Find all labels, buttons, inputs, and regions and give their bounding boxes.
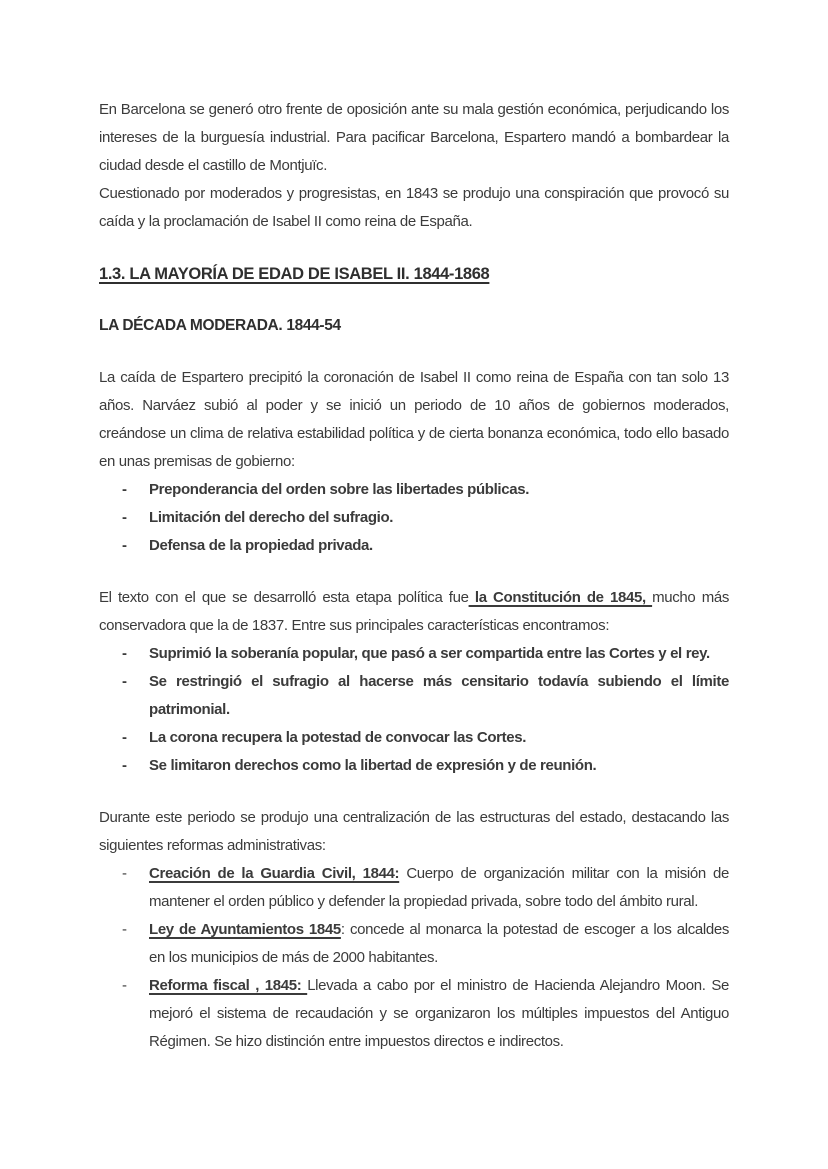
bullet-marker: - (122, 645, 127, 662)
paragraph-barcelona: En Barcelona se generó otro frente de oposición ante su mala gestión económica, perjudicando los intereses de la burguesía industrial. Para pacificar Barcelona, Espartero mandó a bombardear la ciudad desde el castillo de Montjuïc. (99, 101, 729, 174)
feature-text: Se restringió el sufragio al hacerse más censitario todavía subiendo el límite patrimonial. (149, 673, 729, 718)
list-item-feature (99, 668, 729, 724)
list-item-reform-ayuntamientos (99, 916, 729, 972)
list-premises (99, 476, 729, 560)
premise-text: Defensa de la propiedad privada. (149, 537, 373, 554)
list-item-feature (99, 724, 729, 752)
bullet-marker: - (122, 977, 127, 994)
bullet-marker: - (122, 673, 127, 690)
reform-lead: Ley de Ayuntamientos 1845 (149, 921, 341, 938)
bullet-marker: - (122, 509, 127, 526)
list-item-premise (99, 476, 729, 504)
list-item-premise (99, 532, 729, 560)
paragraph-decada-intro: La caída de Espartero precipitó la coronación de Isabel II como reina de España con tan solo 13 años. Narváez subió al poder y se inició un periodo de 10 años de gobiernos moderados, creándose un clima de relativa estabilidad política y de cierta bonanza económica, todo ello basado en unas premisas de gobierno: (99, 369, 729, 470)
list-item-premise (99, 504, 729, 532)
reform-text: : concede al monarca la potestad de escoger a los alcaldes en los municipios de más de 2000 habitantes. (149, 921, 729, 966)
reform-lead: Creación de la Guardia Civil, 1844: (149, 865, 400, 882)
paragraph-constitution (99, 584, 729, 640)
list-constitution-features (99, 640, 729, 780)
bullet-marker: - (122, 865, 127, 882)
bullet-marker: - (122, 537, 127, 554)
feature-text: Se limitaron derechos como la libertad de expresión y de reunión. (149, 757, 597, 774)
list-item-feature (99, 640, 729, 668)
reform-text: Cuerpo de organización militar con la misión de mantener el orden público y defender la propiedad privada, sobre todo del ámbito rural. (149, 865, 729, 910)
list-reforms (99, 860, 729, 1056)
constitution-text-before: El texto con el que se desarrolló esta etapa política fue (99, 589, 469, 606)
bullet-marker: - (122, 757, 127, 774)
premise-text: Limitación del derecho del sufragio. (149, 509, 394, 526)
reform-lead: Reforma fiscal , 1845: (149, 977, 308, 994)
constitution-emphasis: la Constitución de 1845, (468, 589, 653, 606)
paragraph-conspiracy: Cuestionado por moderados y progresistas, en 1843 se produjo una conspiración que provocó su caída y la proclamación de Isabel II como reina de España. (99, 185, 729, 230)
bullet-marker: - (122, 729, 127, 746)
bullet-marker: - (122, 481, 127, 498)
section-heading (99, 260, 729, 288)
constitution-text-after: mucho más conservadora que la de 1837. Entre sus principales características encontramos: (99, 589, 729, 634)
subsection-heading: LA DÉCADA MODERADA. 1844-54 (99, 317, 341, 334)
reform-text: Llevada a cabo por el ministro de Hacienda Alejandro Moon. Se mejoró el sistema de recaudación y se organizaron los múltiples impuestos del Antiguo Régimen. Se hizo distinción entre impuestos directos e indirectos. (149, 977, 729, 1050)
bullet-marker: - (122, 921, 127, 938)
list-item-reform-fiscal (99, 972, 729, 1056)
feature-text: Suprimió la soberanía popular, que pasó a ser compartida entre las Cortes y el rey. (149, 645, 710, 662)
paragraph-reforms-intro: Durante este periodo se produjo una centralización de las estructuras del estado, destacando las siguientes reformas administrativas: (99, 809, 729, 854)
section-heading-text: 1.3. LA MAYORÍA DE EDAD DE ISABEL II. 1844-1868 (99, 265, 490, 283)
list-item-reform-guardia-civil (99, 860, 729, 916)
feature-text: La corona recupera la potestad de convocar las Cortes. (149, 729, 527, 746)
list-item-feature (99, 752, 729, 780)
premise-text: Preponderancia del orden sobre las libertades públicas. (149, 481, 530, 498)
